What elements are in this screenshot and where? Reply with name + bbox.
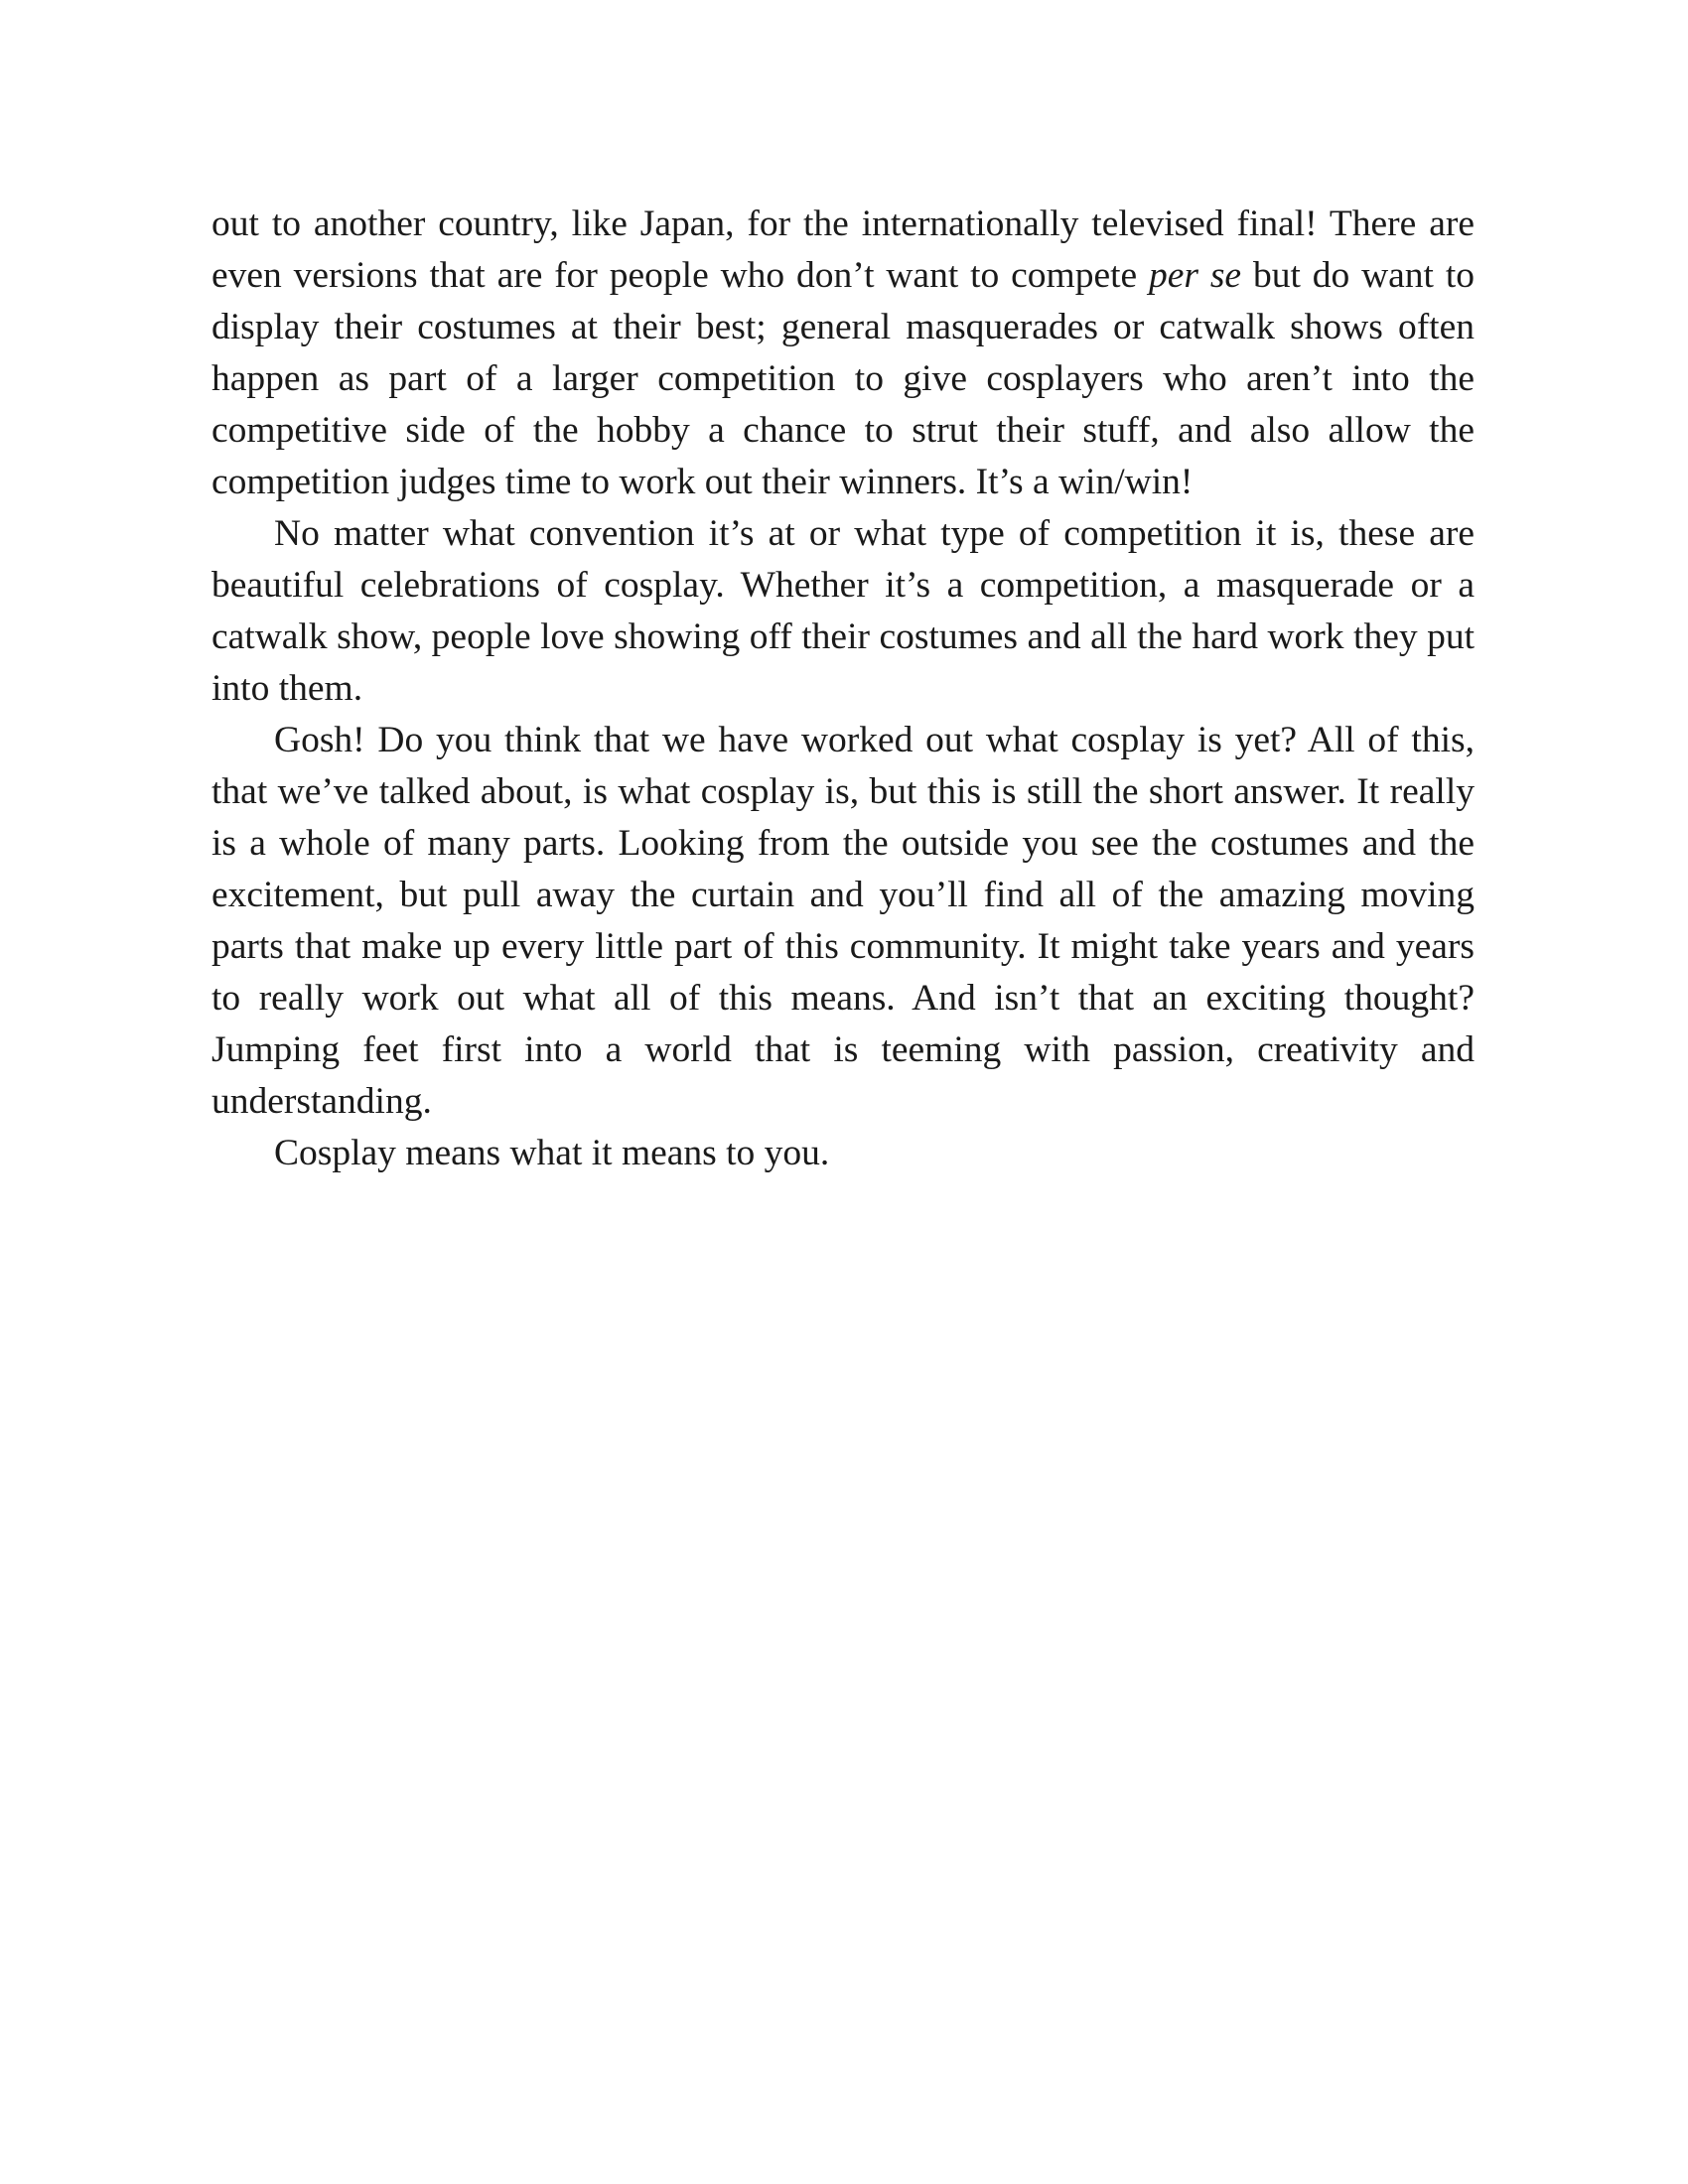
paragraph-3-text: Gosh! Do you think that we have worked out what cosplay is yet? All of this, that we’ve talked about, is what cosplay is, but this is still the short answer. It really is a whole of many parts. Looking from the outside you see the costumes and the excitement, but pull away the curtain and you’ll find all of the amazing moving parts that make up every little part of this community. It might take years and years to really work out what all of this means. And isn’t that an exciting thought? Jumping feet first into a world that is teeming with passion, creativity and understanding. — [211, 720, 1475, 1122]
paragraph-4-text: Cosplay means what it means to you. — [274, 1133, 830, 1173]
paragraph-1 — [211, 199, 1475, 508]
body-text — [211, 199, 1475, 1179]
paragraph-4 — [211, 1128, 1475, 1179]
paragraph-1-italic-phrase: per se — [1149, 255, 1242, 296]
paragraph-2 — [211, 508, 1475, 715]
paragraph-3 — [211, 715, 1475, 1128]
paragraph-1-segment-3: but do want to display their costumes at their best; general masquerades or catwalk shows often happen as part of a larger competition to give cosplayers who aren’t into the competitive side of the hobby a chance to strut their stuff, and also allow the competition judges time to work out their winners. It’s a win/win! — [211, 255, 1475, 502]
paragraph-2-text: No matter what convention it’s at or what type of competition it is, these are beautiful celebrations of cosplay. Whether it’s a competition, a masquerade or a catwalk show, people love showing off their costumes and all the hard work they put into them. — [211, 513, 1475, 709]
paragraph-1-segment-1: out to another country, like Japan, for the internationally televised final! There are even versions that are for people who don’t want to compete — [211, 204, 1475, 296]
